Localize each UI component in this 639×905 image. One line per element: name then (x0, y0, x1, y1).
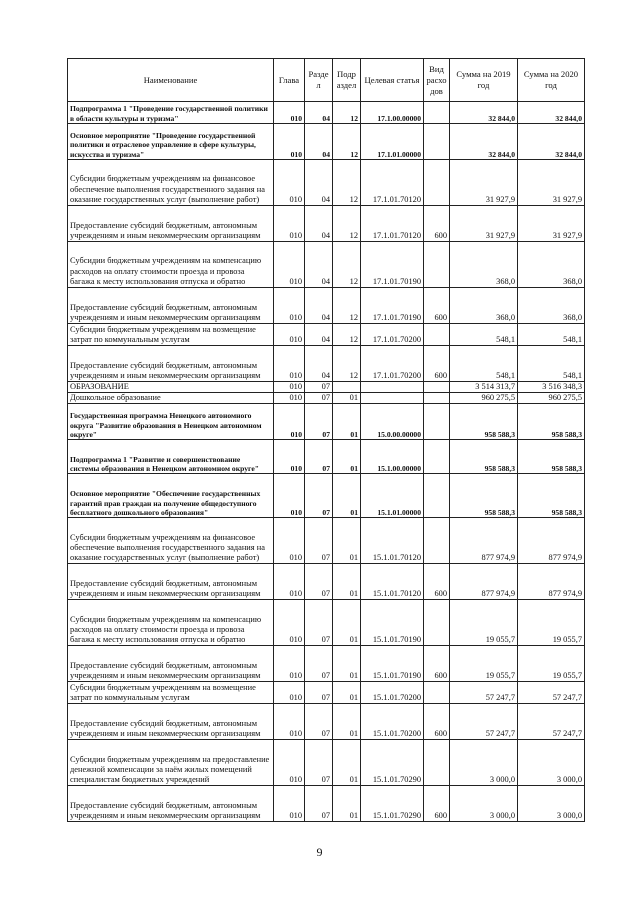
row-vid: 600 (424, 704, 450, 740)
table-row (68, 242, 585, 288)
table-row (68, 682, 585, 704)
row-glava: 010 (274, 393, 305, 404)
row-vid (424, 474, 450, 518)
row-vid (424, 404, 450, 440)
row-podrazdel: 12 (333, 160, 361, 206)
row-sum-2019: 31 927,9 (450, 206, 518, 242)
row-podrazdel: 01 (333, 704, 361, 740)
row-podrazdel: 12 (333, 242, 361, 288)
row-target: 15.1.01.70200 (361, 704, 424, 740)
row-vid (424, 242, 450, 288)
row-target: 15.1.01.70120 (361, 564, 424, 600)
row-vid (424, 382, 450, 393)
table-row (68, 160, 585, 206)
row-podrazdel: 01 (333, 518, 361, 564)
row-sum-2019: 32 844,0 (450, 102, 518, 124)
row-podrazdel: 01 (333, 682, 361, 704)
row-vid: 600 (424, 786, 450, 822)
row-name: Предоставление субсидий бюджетным, автономным учреждениям и иным некоммерческим организациям (68, 646, 274, 682)
row-target: 17.1.01.70190 (361, 288, 424, 324)
row-sum-2020: 57 247,7 (518, 682, 585, 704)
row-razdel: 07 (305, 382, 333, 393)
row-glava: 010 (274, 242, 305, 288)
table-row (68, 440, 585, 474)
row-glava: 010 (274, 564, 305, 600)
row-name: Предоставление субсидий бюджетным, автономным учреждениям и иным некоммерческим организациям (68, 786, 274, 822)
row-name: Основное мероприятие "Проведение государственной политики и отраслевое управление в сфере культуры, искусства и туризма" (68, 124, 274, 160)
row-podrazdel: 01 (333, 474, 361, 518)
row-sum-2020: 548,1 (518, 346, 585, 382)
budget-table-sheet (67, 58, 584, 822)
row-vid (424, 124, 450, 160)
row-razdel: 07 (305, 393, 333, 404)
row-glava: 010 (274, 160, 305, 206)
table-row (68, 518, 585, 564)
header-name: Наименование (68, 59, 274, 102)
row-razdel: 04 (305, 346, 333, 382)
row-glava: 010 (274, 682, 305, 704)
row-glava: 010 (274, 404, 305, 440)
row-sum-2019: 368,0 (450, 288, 518, 324)
row-sum-2020: 960 275,5 (518, 393, 585, 404)
row-sum-2020: 31 927,9 (518, 160, 585, 206)
row-name: Субсидии бюджетным учреждениям на возмещение затрат по коммунальным услугам (68, 324, 274, 346)
row-podrazdel: 01 (333, 404, 361, 440)
row-target: 17.1.01.00000 (361, 124, 424, 160)
page-number: 9 (316, 845, 323, 859)
header-target: Целевая статья (361, 59, 424, 102)
row-target: 15.1.01.70190 (361, 646, 424, 682)
table-row (68, 288, 585, 324)
row-sum-2019: 3 514 313,7 (450, 382, 518, 393)
row-sum-2019: 19 055,7 (450, 600, 518, 646)
row-name: Субсидии бюджетным учреждениям на финансовое обеспечение выполнения государственного задания на оказание государственных услуг (выполнение работ) (68, 518, 274, 564)
row-glava: 010 (274, 646, 305, 682)
row-vid: 600 (424, 206, 450, 242)
row-glava: 010 (274, 102, 305, 124)
table-row (68, 382, 585, 393)
budget-table (67, 58, 585, 822)
table-row (68, 206, 585, 242)
row-name: Субсидии бюджетным учреждениям на предоставление денежной компенсации за наём жилых помещений специалистам бюджетных учреждений (68, 740, 274, 786)
row-razdel: 07 (305, 404, 333, 440)
row-razdel: 04 (305, 102, 333, 124)
row-sum-2019: 19 055,7 (450, 646, 518, 682)
row-vid (424, 440, 450, 474)
row-razdel: 04 (305, 242, 333, 288)
row-target: 17.1.01.70200 (361, 324, 424, 346)
row-name: Субсидии бюджетным учреждениям на компенсацию расходов на оплату стоимости проезда и провоза багажа к месту использования отпуска и обратно (68, 600, 274, 646)
row-podrazdel: 01 (333, 440, 361, 474)
row-vid (424, 393, 450, 404)
row-podrazdel: 01 (333, 740, 361, 786)
row-glava: 010 (274, 474, 305, 518)
row-glava: 010 (274, 600, 305, 646)
row-vid: 600 (424, 564, 450, 600)
row-sum-2020: 368,0 (518, 288, 585, 324)
table-row (68, 786, 585, 822)
row-sum-2020: 877 974,9 (518, 518, 585, 564)
table-header-row (68, 59, 585, 102)
row-sum-2020: 548,1 (518, 324, 585, 346)
row-sum-2020: 3 000,0 (518, 740, 585, 786)
row-sum-2019: 548,1 (450, 324, 518, 346)
row-name: Основное мероприятие "Обеспечение государственных гарантий прав граждан на получение общедоступного бесплатного дошкольного образования" (68, 474, 274, 518)
row-razdel: 04 (305, 288, 333, 324)
row-name: Предоставление субсидий бюджетным, автономным учреждениям и иным некоммерческим организациям (68, 564, 274, 600)
row-podrazdel: 12 (333, 206, 361, 242)
row-name: Субсидии бюджетным учреждениям на возмещение затрат по коммунальным услугам (68, 682, 274, 704)
row-name: Предоставление субсидий бюджетным, автономным учреждениям и иным некоммерческим организациям (68, 288, 274, 324)
row-name: Подпрограмма 1 "Проведение государственной политики в области культуры и туризма" (68, 102, 274, 124)
table-row (68, 474, 585, 518)
row-vid (424, 518, 450, 564)
row-podrazdel: 12 (333, 102, 361, 124)
row-sum-2019: 32 844,0 (450, 124, 518, 160)
header-sum-2020: Сумма на 2020 год (518, 59, 585, 102)
row-name: Подпрограмма 1 "Развитие и совершенствование системы образования в Ненецком автономном округе" (68, 440, 274, 474)
row-sum-2019: 960 275,5 (450, 393, 518, 404)
row-razdel: 04 (305, 160, 333, 206)
row-sum-2020: 32 844,0 (518, 102, 585, 124)
row-vid (424, 600, 450, 646)
table-row (68, 404, 585, 440)
row-razdel: 07 (305, 704, 333, 740)
row-razdel: 07 (305, 646, 333, 682)
header-vid: Вид расхо дов (424, 59, 450, 102)
row-glava: 010 (274, 346, 305, 382)
row-sum-2020: 958 588,3 (518, 404, 585, 440)
row-sum-2019: 877 974,9 (450, 518, 518, 564)
row-podrazdel: 01 (333, 600, 361, 646)
table-row (68, 600, 585, 646)
row-vid (424, 740, 450, 786)
row-glava: 010 (274, 440, 305, 474)
table-row (68, 646, 585, 682)
row-name: Предоставление субсидий бюджетным, автономным учреждениям и иным некоммерческим организациям (68, 704, 274, 740)
row-razdel: 07 (305, 440, 333, 474)
row-podrazdel: 12 (333, 288, 361, 324)
row-razdel: 07 (305, 564, 333, 600)
row-sum-2019: 877 974,9 (450, 564, 518, 600)
table-row (68, 324, 585, 346)
table-row (68, 740, 585, 786)
row-vid (424, 324, 450, 346)
row-name: Субсидии бюджетным учреждениям на компенсацию расходов на оплату стоимости проезда и провоза багажа к месту использования отпуска и обратно (68, 242, 274, 288)
row-name: ОБРАЗОВАНИЕ (68, 382, 274, 393)
row-podrazdel (333, 382, 361, 393)
row-podrazdel: 01 (333, 564, 361, 600)
row-podrazdel: 12 (333, 346, 361, 382)
row-razdel: 07 (305, 600, 333, 646)
row-razdel: 07 (305, 518, 333, 564)
row-vid (424, 160, 450, 206)
row-target: 17.1.01.70200 (361, 346, 424, 382)
row-name: Дошкольное образование (68, 393, 274, 404)
row-glava: 010 (274, 786, 305, 822)
row-target: 17.1.01.70190 (361, 242, 424, 288)
row-podrazdel: 12 (333, 324, 361, 346)
table-row (68, 102, 585, 124)
header-glava: Глава (274, 59, 305, 102)
row-glava: 010 (274, 704, 305, 740)
row-target (361, 382, 424, 393)
table-row (68, 124, 585, 160)
row-sum-2019: 57 247,7 (450, 682, 518, 704)
header-razdel: Разде л (305, 59, 333, 102)
row-target (361, 393, 424, 404)
table-row (68, 393, 585, 404)
row-glava: 010 (274, 288, 305, 324)
row-target: 15.1.01.00000 (361, 474, 424, 518)
row-razdel: 07 (305, 682, 333, 704)
row-target: 17.1.01.70120 (361, 206, 424, 242)
header-podrazdel: Подр аздел (333, 59, 361, 102)
header-sum-2019: Сумма на 2019 год (450, 59, 518, 102)
row-razdel: 07 (305, 474, 333, 518)
row-sum-2020: 31 927,9 (518, 206, 585, 242)
row-sum-2020: 3 000,0 (518, 786, 585, 822)
row-name: Государственная программа Ненецкого автономного округа "Развитие образования в Ненецком автономном округе" (68, 404, 274, 440)
row-name: Предоставление субсидий бюджетным, автономным учреждениям и иным некоммерческим организациям (68, 346, 274, 382)
row-razdel: 04 (305, 124, 333, 160)
row-razdel: 04 (305, 206, 333, 242)
table-row (68, 704, 585, 740)
row-sum-2020: 57 247,7 (518, 704, 585, 740)
row-sum-2019: 368,0 (450, 242, 518, 288)
row-glava: 010 (274, 206, 305, 242)
row-sum-2019: 548,1 (450, 346, 518, 382)
row-sum-2020: 19 055,7 (518, 646, 585, 682)
row-vid: 600 (424, 646, 450, 682)
row-razdel: 07 (305, 740, 333, 786)
row-sum-2019: 958 588,3 (450, 440, 518, 474)
row-sum-2019: 3 000,0 (450, 740, 518, 786)
row-sum-2020: 958 588,3 (518, 440, 585, 474)
row-glava: 010 (274, 518, 305, 564)
row-sum-2020: 3 516 348,3 (518, 382, 585, 393)
row-sum-2020: 877 974,9 (518, 564, 585, 600)
row-razdel: 07 (305, 786, 333, 822)
row-name: Субсидии бюджетным учреждениям на финансовое обеспечение выполнения государственного задания на оказание государственных услуг (выполнение работ) (68, 160, 274, 206)
row-name: Предоставление субсидий бюджетным, автономным учреждениям и иным некоммерческим организациям (68, 206, 274, 242)
row-target: 17.1.00.00000 (361, 102, 424, 124)
row-razdel: 04 (305, 324, 333, 346)
row-glava: 010 (274, 324, 305, 346)
row-sum-2019: 31 927,9 (450, 160, 518, 206)
row-target: 15.0.00.00000 (361, 404, 424, 440)
row-sum-2019: 958 588,3 (450, 404, 518, 440)
table-body (68, 102, 585, 822)
row-podrazdel: 01 (333, 646, 361, 682)
row-target: 15.1.01.70200 (361, 682, 424, 704)
row-vid (424, 682, 450, 704)
row-sum-2019: 958 588,3 (450, 474, 518, 518)
row-vid: 600 (424, 346, 450, 382)
row-sum-2019: 3 000,0 (450, 786, 518, 822)
row-target: 15.1.01.70290 (361, 740, 424, 786)
row-target: 15.1.01.70120 (361, 518, 424, 564)
row-target: 17.1.01.70120 (361, 160, 424, 206)
row-glava: 010 (274, 740, 305, 786)
row-glava: 010 (274, 124, 305, 160)
row-sum-2020: 958 588,3 (518, 474, 585, 518)
row-sum-2020: 32 844,0 (518, 124, 585, 160)
row-sum-2020: 368,0 (518, 242, 585, 288)
row-vid (424, 102, 450, 124)
row-glava: 010 (274, 382, 305, 393)
row-podrazdel: 01 (333, 786, 361, 822)
table-row (68, 564, 585, 600)
row-podrazdel: 01 (333, 393, 361, 404)
row-sum-2019: 57 247,7 (450, 704, 518, 740)
table-row (68, 346, 585, 382)
row-target: 15.1.01.70190 (361, 600, 424, 646)
row-podrazdel: 12 (333, 124, 361, 160)
row-sum-2020: 19 055,7 (518, 600, 585, 646)
row-target: 15.1.01.70290 (361, 786, 424, 822)
row-target: 15.1.00.00000 (361, 440, 424, 474)
row-vid: 600 (424, 288, 450, 324)
